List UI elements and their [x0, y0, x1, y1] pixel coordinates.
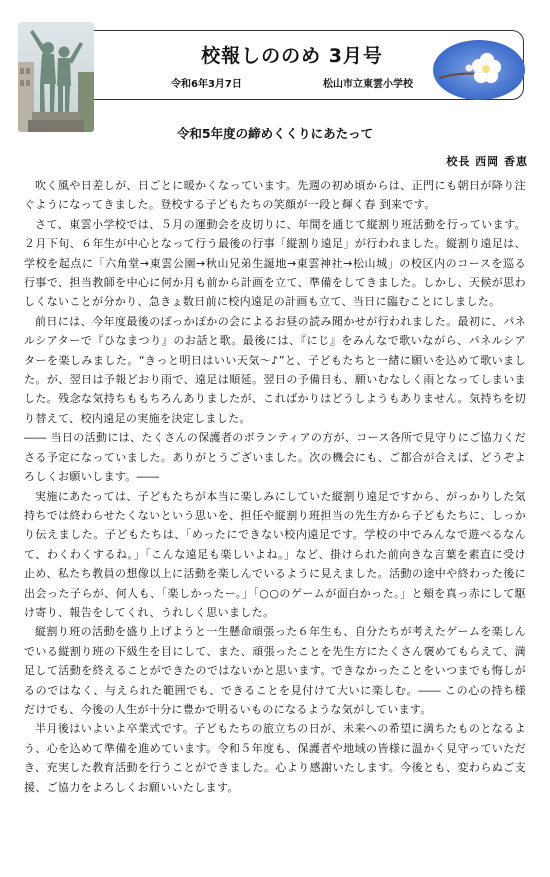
school-name: 松山市立東雲小学校: [323, 79, 413, 90]
paragraph: ―― 当日の活動には、たくさんの保護者のボランティアの方が、コース各所で見守りにご協力くださる予定になっていました。ありがとうございました。次の機会にも、ご都合が合えば、どうぞよろしくお願いします。――: [24, 431, 526, 484]
paragraph: 実施にあたっては、子どもたちが本当に楽しみにしていた縦割り遠足ですから、がっかりした気持ちでは終わらせたくないという思いを、担任や縦割り班担当の先生方から子どもたちに、しっかり伝えました。子どもたちは、「めったにできない校内遠足です。学校の中でみんなで遊べるなんて、わくわくするね。」「こんな遠足も楽しいよね。」など、掛けられた前向きな言葉を素直に受け止め、私たち教員の想像以上に活動を楽しんでいるように見えました。活動の途中や終わった後に出会った子らが、何人も、「楽しかったー。」「○○のゲームが面白かった。」と頬を真っ赤にして駆け寄り、報告をしてくれ、うれしく思いました。: [24, 489, 526, 619]
newsletter-title: 校報しののめ 3月号: [201, 45, 383, 67]
issue-date: 令和6年3月7日: [171, 79, 242, 90]
article-title: 令和5年度の締めくくりにあたって: [176, 126, 374, 141]
statue-photo: [18, 22, 94, 132]
paragraph: 吹く風や日差しが、日ごとに暖かくなっています。先週の初め頃からは、正門にも朝日が降り注ぐようになってきました。登校する子どもたちの笑顔が一段と輝く春 到来です。: [24, 179, 526, 212]
paragraph: 半月後はいよいよ卒業式です。子どもたちの旅立ちの日が、未来への希望に満ちたものとなるよう、心を込めて準備を進めています。令和５年度も、保護者や地域の皆様に温かく見守っていただき、充実した教育活動を行うことができました。心より感謝いたします。今後とも、変わらぬご支援、ご協力をよろしくお願いいたします。: [24, 722, 526, 794]
paragraph: 前日には、今年度最後のぽっかぽかの会によるお昼の読み聞かせが行われました。最初に、パネルシアターで『ひなまつり』のお話と歌。最後には、『にじ』をみんなで歌いながら、パネルシアターを楽しみました。“きっと明日はいい天気～♪”と、子どもたちと一緒に願いを込めて歌いました。が、翌日は予報どおり雨で、遠足は順延。翌日の予備日も、願いむなしく雨となってしまいました。残念な気持ちももちろんありましたが、こればかりはどうしようもありません。気持ちを切り替えて、校内遠足の実施を決定しました。: [24, 314, 526, 425]
author-byline: 校長 西岡 香恵: [446, 155, 528, 168]
paragraph: さて、東雲小学校では、５月の運動会を皮切りに、年間を通じて縦割り班活動を行っています。２月下旬、６年生が中心となって行う最後の行事「縦割り遠足」が行われました。縦割り遠足は、学校を起点に「六角堂→東雲公園→秋山兄弟生誕地→東雲神社→松山城」の校区内のコースを巡る行事で、担当教師を中心に何か月も前から計画を立て、準備をしてきました。しかし、天候が思わしくないことが分かり、急きょ数日前に校内遠足の計画も立て、当日に臨むことにしました。: [24, 217, 526, 309]
paragraph: 縦割り班の活動を盛り上げようと一生懸命頑張った６年生も、自分たちが考えたゲームを楽しんでいる縦割り班の下級生を目にして、また、頑張ったことを先生方にたくさん褒めてもらえて、満足して活動を終えることができたのではないかと思います。できなかったことをいつまでも悔しがるのではなく、与えられた範囲でも、できることを見付けて大いに楽しむ。―― この心の持ち様だけでも、今後の人生が十分に豊かで明るいものになるような気がしています。: [24, 625, 526, 716]
article-body: [24, 176, 526, 797]
plum-blossom-photo: [431, 38, 527, 102]
